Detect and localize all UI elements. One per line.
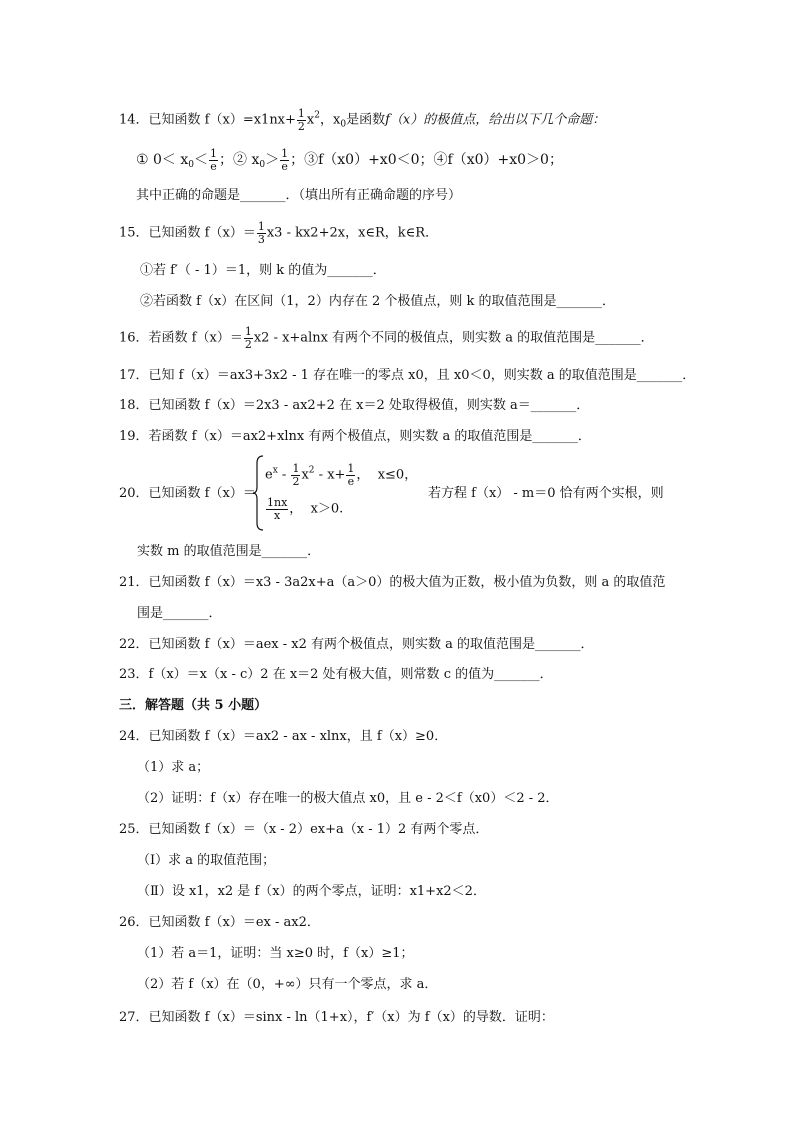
frac-den: 3 bbox=[257, 232, 265, 246]
sub: 0 bbox=[340, 119, 347, 130]
q23: 23．f（x）＝x（x - c）2 在 x＝2 处有极大值，则常数 c 的值为_______． bbox=[119, 667, 553, 682]
brace-icon bbox=[252, 455, 264, 531]
exp: 2 bbox=[308, 465, 315, 476]
q14-stem-text: 14．已知函数 f（x）=x1nx+ bbox=[119, 112, 296, 128]
fraction bbox=[257, 221, 266, 245]
q17: 17．已知 f（x）＝ax3+3x2 - 1 存在唯一的零点 x0，且 x0＜0，则实数 a 的取值范围是_______． bbox=[119, 368, 696, 383]
q25-stem: 25．已知函数 f（x）＝（x - 2）ex+a（x - 1）2 有两个零点． bbox=[119, 822, 489, 837]
frac-den: 2 bbox=[292, 474, 300, 488]
q24-part1: （1）求 a； bbox=[137, 760, 210, 775]
section-heading: 三．解答题（共 5 小题） bbox=[119, 698, 268, 713]
q14-x: x bbox=[306, 112, 315, 128]
q14-opt-rest: ；③f（x0）+x0＜0；④f（x0）+x0＞0； bbox=[290, 152, 563, 169]
q16-a: 16．若函数 f（x）＝ bbox=[119, 330, 243, 346]
q27-stem: 27．已知函数 f（x）＝sinx - ln（1+x），f′（x）为 f（x）的导数．证明： bbox=[119, 1010, 554, 1025]
q16-b: x2 - x+alnx 有两个不同的极值点，则实数 a 的取值范围是_______． bbox=[253, 330, 654, 346]
q20-stem: 20．已知函数 f（x）＝ bbox=[119, 486, 256, 501]
exp: 2 bbox=[314, 110, 320, 121]
frac-num: 1 bbox=[244, 325, 252, 338]
frac-den: e bbox=[347, 474, 355, 488]
q21-b: 围是_______． bbox=[137, 606, 222, 621]
q22: 22．已知函数 f（x）＝aex - x2 有两个极值点，则实数 a 的取值范围是_______． bbox=[119, 637, 594, 652]
e: e bbox=[265, 467, 273, 483]
sub: 0 bbox=[259, 160, 266, 171]
q14-opt2: ；② x bbox=[219, 152, 260, 169]
q14-options bbox=[136, 148, 563, 172]
q15-part1: ①若 f′（ - 1）＝1，则 k 的值为_______． bbox=[140, 263, 386, 278]
sub: 0 bbox=[188, 160, 194, 171]
fraction bbox=[291, 463, 300, 487]
q15-part2: ②若函数 f（x）在区间（1，2）内存在 2 个极值点，则 k 的取值范围是_______． bbox=[140, 294, 615, 309]
frac-num: 1 bbox=[257, 220, 265, 233]
frac-den: 2 bbox=[244, 337, 252, 351]
q16 bbox=[119, 326, 654, 350]
frac-den: x bbox=[274, 508, 281, 522]
frac-num: 1 bbox=[347, 462, 355, 475]
fraction bbox=[244, 326, 253, 350]
minus: - bbox=[277, 467, 291, 483]
q20-piece-top bbox=[265, 463, 417, 487]
frac-num: 1nx bbox=[267, 496, 288, 509]
condition: x≤0， bbox=[377, 467, 418, 483]
condition: x＞0. bbox=[310, 501, 344, 517]
q24-stem: 24．已知函数 f（x）＝ax2 - ax - xlnx，且 f（x）≥0． bbox=[119, 729, 448, 744]
q21-a: 21．已知函数 f（x）＝x3 - 3a2x+a（a＞0）的极大值为正数，极小值为负数，则 a 的取值范 bbox=[119, 575, 666, 590]
q14-text2: f（x）的极值点，给出以下几个命题： bbox=[385, 112, 606, 128]
frac-num: 1 bbox=[210, 147, 217, 160]
q26-part2: （2）若 f（x）在（0，+∞）只有一个零点，求 a． bbox=[137, 977, 438, 992]
q18: 18．已知函数 f（x）＝2x3 - ax2+2 在 x＝2 处取得极值，则实数 a＝_______． bbox=[119, 398, 590, 413]
exp: x bbox=[272, 465, 278, 476]
x: x bbox=[301, 467, 309, 483]
term: - x+ bbox=[314, 467, 346, 483]
frac-num: 1 bbox=[292, 462, 300, 475]
fraction bbox=[346, 463, 355, 487]
comma: ， bbox=[289, 501, 303, 517]
q25-part1: （Ⅰ）求 a 的取值范围； bbox=[137, 853, 276, 868]
q24-part2: （2）证明：f（x）存在唯一的极大值点 x0，且 e - 2＜f（x0）＜2 - 2． bbox=[137, 791, 559, 806]
frac-num: 1 bbox=[297, 107, 305, 120]
q20-tail: 实数 m 的取值范围是_______． bbox=[137, 544, 321, 559]
fraction bbox=[209, 148, 218, 172]
frac-den: e bbox=[281, 159, 288, 173]
q14-text: 是函数 bbox=[346, 112, 386, 128]
frac-den: 2 bbox=[297, 119, 305, 133]
q15-b: x3 - kx2+2x，x∈R，k∈R． bbox=[266, 225, 439, 241]
q20-piece-bottom bbox=[265, 497, 343, 521]
q26-stem: 26．已知函数 f（x）＝ex - ax2． bbox=[119, 915, 320, 930]
q14-tail: 其中正确的命题是_______．（填出所有正确命题的序号） bbox=[136, 188, 462, 203]
fraction bbox=[266, 497, 288, 521]
q19: 19．若函数 f（x）＝ax2+xlnx 有两个极值点，则实数 a 的取值范围是_______． bbox=[119, 429, 591, 444]
frac-den: e bbox=[210, 159, 217, 173]
q20-rest: 若方程 f（x） - m＝0 恰有两个实根，则 bbox=[428, 486, 664, 501]
fraction bbox=[297, 108, 306, 132]
frac-num: 1 bbox=[281, 147, 289, 160]
q14-opt1: ① 0＜ x bbox=[136, 152, 189, 169]
q14-opt2-b: ＞ bbox=[265, 152, 280, 169]
q26-part1: （1）若 a＝1，证明：当 x≥0 时，f（x）≥1； bbox=[137, 946, 414, 961]
fraction bbox=[280, 148, 289, 172]
q25-part2: （Ⅱ）设 x1，x2 是 f（x）的两个零点，证明：x1+x2＜2． bbox=[137, 884, 486, 899]
q14-opt1-b: ＜ bbox=[194, 152, 208, 169]
q14-x0: ，x bbox=[320, 112, 341, 128]
q14-stem bbox=[119, 108, 605, 132]
comma: ， bbox=[356, 467, 370, 483]
q15-stem bbox=[119, 221, 438, 245]
q15-a: 15．已知函数 f（x）＝ bbox=[119, 225, 256, 241]
